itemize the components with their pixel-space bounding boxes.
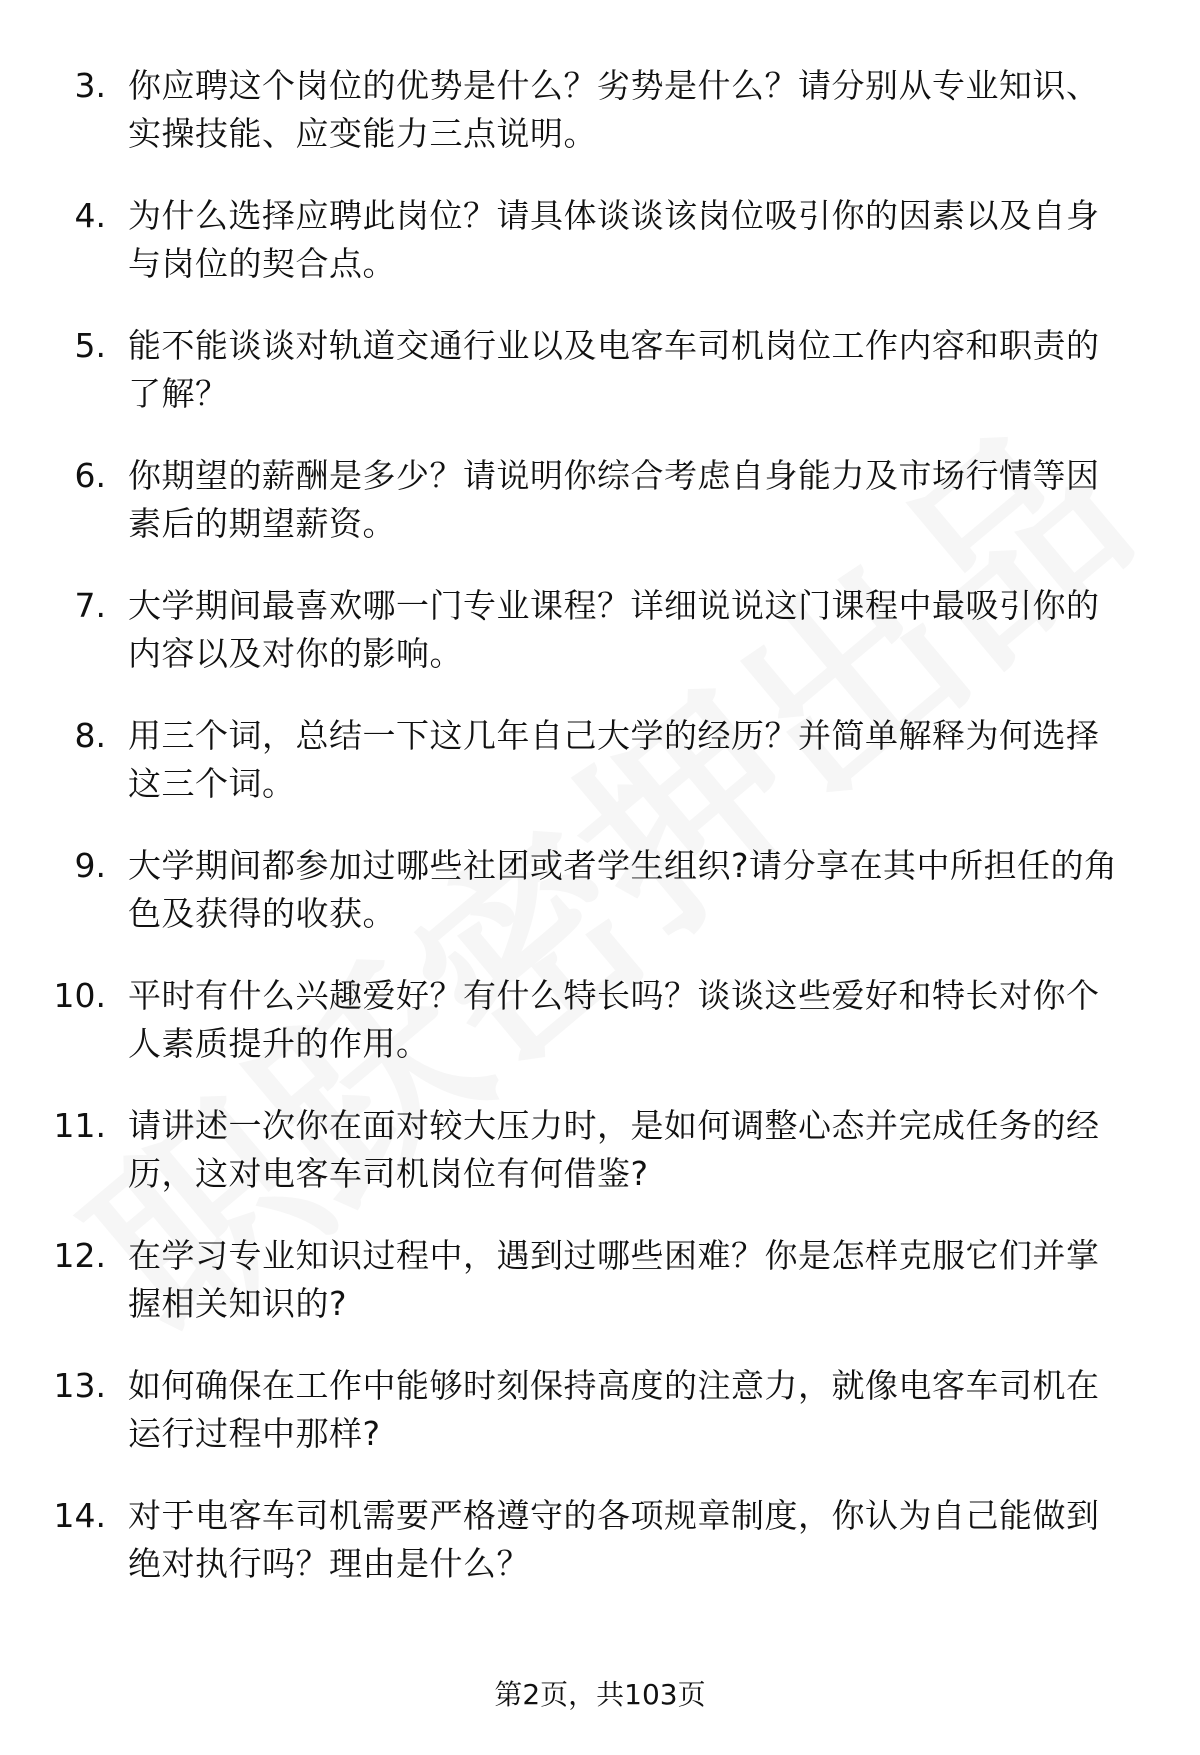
- question-item: [0, 1362, 1200, 1492]
- page-indicator: 第2页，共103页: [494, 1678, 706, 1711]
- question-text: 在学习专业知识过程中，遇到过哪些困难？你是怎样克服它们并掌握相关知识的?: [128, 1236, 1100, 1323]
- question-text: 平时有什么兴趣爱好？有什么特长吗？谈谈这些爱好和特长对你个人素质提升的作用。: [128, 976, 1100, 1063]
- question-text: 对于电客车司机需要严格遵守的各项规章制度，你认为自己能做到绝对执行吗？理由是什么？: [128, 1496, 1100, 1583]
- question-item: [0, 452, 1200, 582]
- question-text: 用三个词，总结一下这几年自己大学的经历？并简单解释为何选择这三个词。: [128, 716, 1100, 803]
- question-item: [0, 322, 1200, 452]
- question-item: [0, 582, 1200, 712]
- question-number: 11.: [53, 1106, 106, 1145]
- question-list: [0, 62, 1200, 1622]
- question-item: [0, 972, 1200, 1102]
- question-number: 13.: [53, 1366, 106, 1405]
- question-text: 大学期间最喜欢哪一门专业课程？详细说说这门课程中最吸引你的内容以及对你的影响。: [128, 586, 1100, 673]
- question-text: 你期望的薪酬是多少？请说明你综合考虑自身能力及市场行情等因素后的期望薪资。: [128, 456, 1100, 543]
- question-text: 大学期间都参加过哪些社团或者学生组织?请分享在其中所担任的角色及获得的收获。: [128, 846, 1118, 933]
- question-number: 3.: [74, 66, 106, 105]
- question-text: 为什么选择应聘此岗位？请具体谈谈该岗位吸引你的因素以及自身与岗位的契合点。: [128, 196, 1100, 283]
- question-text: 能不能谈谈对轨道交通行业以及电客车司机岗位工作内容和职责的了解？: [128, 326, 1100, 413]
- question-item: [0, 1232, 1200, 1362]
- question-text: 如何确保在工作中能够时刻保持高度的注意力，就像电客车司机在运行过程中那样?: [128, 1366, 1100, 1453]
- question-number: 9.: [74, 846, 106, 885]
- question-number: 8.: [74, 716, 106, 755]
- question-number: 6.: [74, 456, 106, 495]
- question-number: 5.: [74, 326, 106, 365]
- question-number: 4.: [74, 196, 106, 235]
- question-number: 12.: [53, 1236, 106, 1275]
- question-item: [0, 1102, 1200, 1232]
- question-text: 你应聘这个岗位的优势是什么？劣势是什么？请分别从专业知识、实操技能、应变能力三点说明。: [128, 66, 1100, 153]
- question-item: [0, 192, 1200, 322]
- question-item: [0, 62, 1200, 192]
- question-text: 请讲述一次你在面对较大压力时，是如何调整心态并完成任务的经历，这对电客车司机岗位有何借鉴?: [128, 1106, 1100, 1193]
- question-item: [0, 1492, 1200, 1622]
- question-item: [0, 712, 1200, 842]
- question-number: 10.: [53, 976, 106, 1015]
- question-number: 14.: [53, 1496, 106, 1535]
- question-number: 7.: [74, 586, 106, 625]
- question-item: [0, 842, 1200, 972]
